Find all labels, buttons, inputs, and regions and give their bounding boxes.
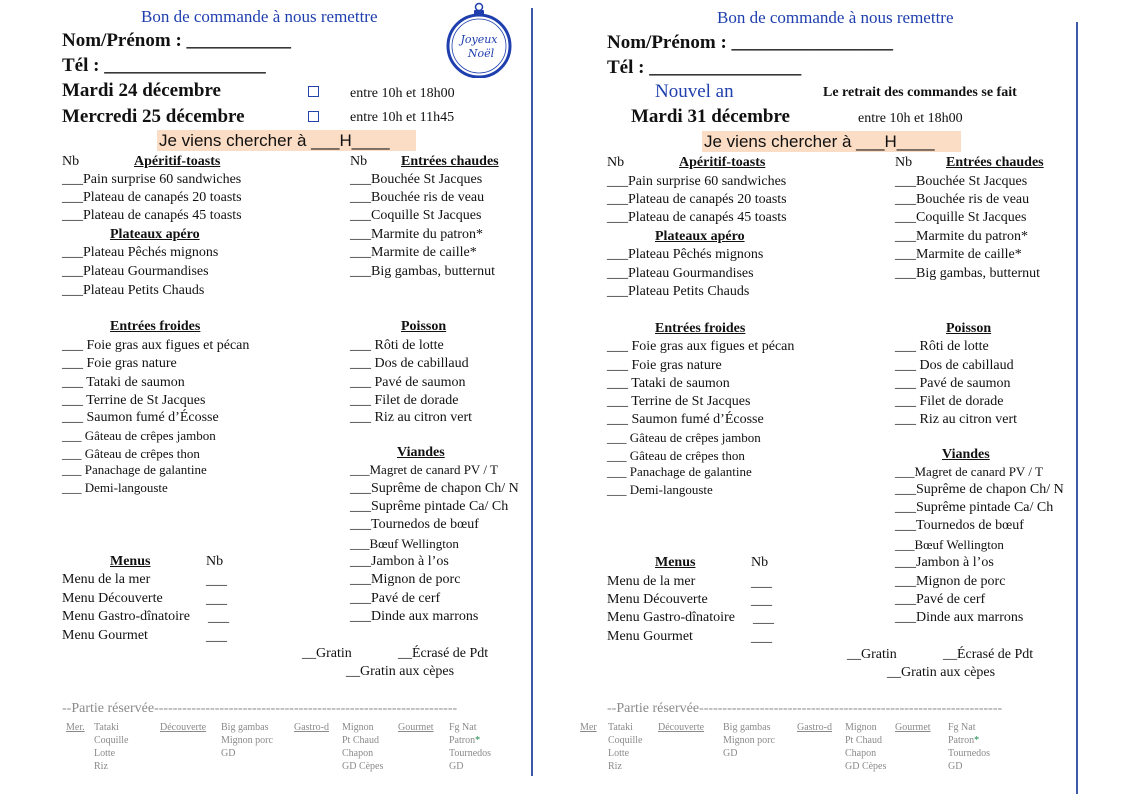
list-item[interactable]: ___ Pavé de saumon (895, 376, 1011, 391)
side-ecrase[interactable]: __Écrasé de Pdt (398, 646, 489, 661)
reserved-divider: --Partie réservée----------------------------------------------------------------- (62, 701, 458, 716)
list-item[interactable]: ___Bouchée ris de veau (895, 192, 1030, 207)
list-item: Menu de la mer (62, 572, 151, 587)
code-label: Découverte (160, 722, 207, 733)
list-item[interactable]: ___ Dos de cabillaud (350, 356, 469, 371)
list-item[interactable]: ___Magret de canard PV / T (350, 462, 498, 477)
code-label: Gastro-d (294, 722, 329, 733)
list-item[interactable]: ___Marmite du patron* (895, 229, 1028, 244)
order-form-christmas (0, 0, 545, 794)
phone-field[interactable]: Tél : ________________ (607, 57, 802, 78)
menu-quantity-field[interactable]: ___ (751, 593, 772, 608)
pickup-time-field[interactable]: Je viens chercher à ___H____ (702, 131, 961, 152)
list-item[interactable]: ___Dinde aux marrons (350, 609, 479, 624)
code-label: Mer. (66, 722, 85, 733)
code-label: GD (723, 748, 738, 759)
code-label: Pt Chaud (342, 735, 379, 746)
code-label: GD (948, 761, 963, 772)
list-item[interactable]: ___Bouchée St Jacques (895, 174, 1028, 189)
list-item[interactable]: ___ Foie gras aux figues et pécan (607, 339, 795, 354)
list-item[interactable]: ___ Pavé de saumon (350, 375, 466, 390)
list-item[interactable]: ___ Tataki de saumon (607, 376, 730, 391)
code-label: Tataki (94, 722, 119, 733)
code-label: Mignon (342, 722, 374, 733)
phone-field[interactable]: Tél : _________________ (62, 55, 266, 76)
section-title-aperitif: Apéritif-toasts (134, 154, 221, 169)
section-title-menus: Menus (655, 555, 696, 570)
code-label: Gourmet (895, 722, 931, 733)
code-label: GD (221, 748, 236, 759)
menu-quantity-field[interactable]: ___ (753, 611, 774, 626)
code-label: Gastro-d (797, 722, 832, 733)
list-item: Menu de la mer (607, 574, 696, 589)
code-label: Big gambas (221, 722, 269, 733)
list-item[interactable]: ___ Demi-langouste (62, 480, 168, 495)
code-label: Gourmet (398, 722, 434, 733)
list-item: Menu Découverte (62, 591, 163, 606)
code-label: Tournedos (449, 748, 492, 759)
list-item[interactable]: ___Bœuf Wellington (350, 536, 459, 551)
code-label: Découverte (658, 722, 705, 733)
list-item: Menu Découverte (607, 592, 708, 607)
date-hours-31: entre 10h et 18h00 (858, 111, 963, 126)
code-label: Coquille (94, 735, 129, 746)
form-header: Bon de commande à nous remettre (717, 8, 954, 27)
list-item[interactable]: ___Big gambas, butternut (350, 264, 496, 279)
list-item[interactable]: ___Suprême pintade Ca/ Ch (895, 500, 1054, 515)
section-title-entrees-froides: Entrées froides (110, 319, 201, 334)
star-mark: * (475, 735, 481, 746)
section-title-viandes: Viandes (397, 445, 445, 460)
retrait-note: Le retrait des commandes se fait (823, 85, 1017, 100)
side-gratin[interactable]: __Gratin (847, 647, 897, 662)
list-item[interactable]: ___ Filet de dorade (895, 394, 1004, 409)
list-item[interactable]: ___Plateau de canapés 20 toasts (607, 192, 787, 207)
code-label: Coquille (608, 735, 643, 746)
code-label: Chapon (342, 748, 374, 759)
list-item[interactable]: ___ Rôti de lotte (895, 339, 989, 354)
list-item[interactable]: ___Coquille St Jacques (895, 210, 1027, 225)
section-title-aperitif: Apéritif-toasts (679, 155, 766, 170)
menu-quantity-field[interactable]: ___ (206, 592, 227, 607)
list-item[interactable]: ___ Foie gras nature (62, 356, 177, 371)
list-item[interactable]: ___Suprême de chapon Ch/ N (350, 481, 519, 496)
date-option-24: Mardi 24 décembre (62, 80, 221, 101)
list-item[interactable]: ___Marmite du patron* (350, 227, 483, 242)
nb-header: Nb (350, 154, 368, 169)
list-item: Menu Gastro-dînatoire (62, 609, 190, 624)
list-item[interactable]: ___Jambon à l’os (895, 555, 994, 570)
list-item[interactable]: ___ Saumon fumé d’Écosse (607, 412, 764, 427)
list-item[interactable]: ___Coquille St Jacques (350, 208, 482, 223)
code-label: Chapon (845, 748, 877, 759)
nb-header: Nb (62, 154, 80, 169)
list-item[interactable]: ___ Riz au citron vert (350, 410, 473, 425)
list-item[interactable]: ___Plateau Petits Chauds (62, 283, 205, 298)
menu-quantity-field[interactable]: ___ (751, 630, 772, 645)
code-label: Lotte (608, 748, 630, 759)
list-item: Menu Gastro-dînatoire (607, 610, 735, 625)
list-item[interactable]: ___Mignon de porc (895, 574, 1006, 589)
list-item[interactable]: ___Suprême pintade Ca/ Ch (350, 499, 509, 514)
reserved-divider: --Partie réservée----------------------------------------------------------------- (607, 701, 1003, 716)
list-item[interactable]: ___ Demi-langouste (607, 482, 713, 497)
code-label: GD (449, 761, 464, 772)
list-item[interactable]: ___Magret de canard PV / T (895, 464, 1043, 479)
section-title-entrees-chaudes: Entrées chaudes (401, 154, 499, 169)
list-item[interactable]: ___Pain surprise 60 sandwiches (607, 174, 787, 189)
code-label: Tournedos (948, 748, 991, 759)
section-title-plateaux: Plateaux apéro (110, 227, 200, 242)
list-item[interactable]: ___ Gâteau de crêpes thon (607, 448, 745, 463)
date-option-25: Mercredi 25 décembre (62, 106, 245, 127)
code-label: Mer (580, 722, 597, 733)
list-item[interactable]: ___Plateau Gourmandises (62, 264, 209, 279)
list-item[interactable]: ___Pavé de cerf (895, 592, 986, 607)
list-item[interactable]: ___Pain surprise 60 sandwiches (62, 172, 242, 187)
sheet-divider (531, 8, 533, 776)
side-gratin-cepes[interactable]: __Gratin aux cèpes (887, 665, 996, 680)
nouvel-an-title: Nouvel an (655, 81, 734, 102)
section-title-poisson: Poisson (401, 319, 447, 334)
order-form-new-year (545, 0, 1123, 794)
name-field[interactable]: Nom/Prénom : _________________ (607, 32, 894, 53)
list-item[interactable]: ___ Saumon fumé d’Écosse (62, 410, 219, 425)
code-label: Lotte (94, 748, 116, 759)
list-item[interactable]: ___Dinde aux marrons (895, 610, 1024, 625)
code-label: Patron* (449, 735, 481, 746)
svg-text:Noël: Noël (467, 47, 495, 60)
list-item[interactable]: ___Suprême de chapon Ch/ N (895, 482, 1064, 497)
section-title-plateaux: Plateaux apéro (655, 229, 745, 244)
menu-quantity-field[interactable]: ___ (751, 575, 772, 590)
name-field[interactable]: Nom/Prénom : ___________ (62, 30, 292, 51)
side-gratin[interactable]: __Gratin (302, 646, 352, 661)
list-item[interactable]: ___ Terrine de St Jacques (607, 394, 751, 409)
list-item[interactable]: ___Marmite de caille* (350, 245, 477, 260)
list-item[interactable]: ___Big gambas, butternut (895, 266, 1041, 281)
list-item[interactable]: ___Bouchée St Jacques (350, 172, 483, 187)
list-item[interactable]: ___ Foie gras aux figues et pécan (62, 338, 250, 353)
checkbox-icon[interactable] (308, 86, 319, 97)
list-item[interactable]: ___Pavé de cerf (350, 591, 441, 606)
star-mark: * (974, 735, 980, 746)
list-item[interactable]: ___Plateau de canapés 20 toasts (62, 190, 242, 205)
code-label: Mignon porc (723, 735, 775, 746)
code-label: GD Cèpes (845, 761, 887, 772)
checkbox-icon[interactable] (308, 111, 319, 122)
code-label: Tataki (608, 722, 633, 733)
list-item[interactable]: ___Plateau de canapés 45 toasts (607, 210, 787, 225)
nb-header: Nb (607, 155, 625, 170)
list-item[interactable]: ___Plateau Gourmandises (607, 266, 754, 281)
menu-quantity-field[interactable]: ___ (208, 610, 229, 625)
code-label: Patron* (948, 735, 980, 746)
menu-quantity-field[interactable]: ___ (206, 573, 227, 588)
list-item[interactable]: ___Tournedos de bœuf (350, 517, 479, 532)
code-label: Fg Nat (948, 722, 976, 733)
list-item[interactable]: ___ Panachage de galantine (607, 464, 752, 479)
list-item[interactable]: ___ Gâteau de crêpes jambon (607, 430, 761, 445)
code-label: Mignon porc (221, 735, 273, 746)
list-item[interactable]: ___Bouchée ris de veau (350, 190, 485, 205)
list-item[interactable]: ___ Rôti de lotte (350, 338, 444, 353)
list-item[interactable]: ___ Riz au citron vert (895, 412, 1018, 427)
list-item[interactable]: ___ Gâteau de crêpes jambon (62, 428, 216, 443)
section-title-poisson: Poisson (946, 321, 992, 336)
list-item[interactable]: ___ Terrine de St Jacques (62, 393, 206, 408)
side-gratin-cepes[interactable]: __Gratin aux cèpes (346, 664, 455, 679)
list-item[interactable]: ___ Gâteau de crêpes thon (62, 446, 200, 461)
code-label: Riz (94, 761, 108, 772)
list-item[interactable]: ___Jambon à l’os (350, 554, 449, 569)
list-item[interactable]: ___Mignon de porc (350, 572, 461, 587)
list-item[interactable]: ___Plateau Pêchés mignons (62, 245, 219, 260)
code-label: Riz (608, 761, 622, 772)
logo-text-1: Joyeux (460, 33, 498, 46)
list-item[interactable]: ___Plateau de canapés 45 toasts (62, 208, 242, 223)
list-item[interactable]: ___ Foie gras nature (607, 358, 722, 373)
list-item[interactable]: ___Tournedos de bœuf (895, 518, 1024, 533)
list-item[interactable]: ___Plateau Petits Chauds (607, 284, 750, 299)
list-item[interactable]: ___ Filet de dorade (350, 393, 459, 408)
nb-header: Nb (895, 155, 913, 170)
list-item[interactable]: ___ Panachage de galantine (62, 462, 207, 477)
list-item[interactable]: ___Plateau Pêchés mignons (607, 247, 764, 262)
menus-nb-header: Nb (751, 555, 769, 570)
section-title-menus: Menus (110, 554, 151, 569)
side-ecrase[interactable]: __Écrasé de Pdt (943, 647, 1034, 662)
section-title-entrees-froides: Entrées froides (655, 321, 746, 336)
code-label: Mignon (845, 722, 877, 733)
form-header: Bon de commande à nous remettre (141, 7, 378, 26)
list-item[interactable]: ___ Tataki de saumon (62, 375, 185, 390)
date-option-31: Mardi 31 décembre (631, 106, 790, 127)
list-item[interactable]: ___Marmite de caille* (895, 247, 1022, 262)
date-hours-25: entre 10h et 11h45 (350, 110, 455, 125)
list-item[interactable]: ___ Dos de cabillaud (895, 358, 1014, 373)
code-label: Big gambas (723, 722, 771, 733)
code-label: Pt Chaud (845, 735, 882, 746)
list-item[interactable]: ___Bœuf Wellington (895, 537, 1004, 552)
list-item: Menu Gourmet (607, 629, 693, 644)
menu-quantity-field[interactable]: ___ (206, 629, 227, 644)
code-label: GD Cèpes (342, 761, 384, 772)
section-title-entrees-chaudes: Entrées chaudes (946, 155, 1044, 170)
section-title-viandes: Viandes (942, 447, 990, 462)
list-item: Menu Gourmet (62, 628, 148, 643)
date-hours-24: entre 10h et 18h00 (350, 86, 455, 101)
menus-nb-header: Nb (206, 554, 224, 569)
christmas-ornament-icon (444, 2, 514, 83)
code-label: Fg Nat (449, 722, 477, 733)
pickup-time-field[interactable]: Je viens chercher à ___H____ (157, 130, 416, 151)
